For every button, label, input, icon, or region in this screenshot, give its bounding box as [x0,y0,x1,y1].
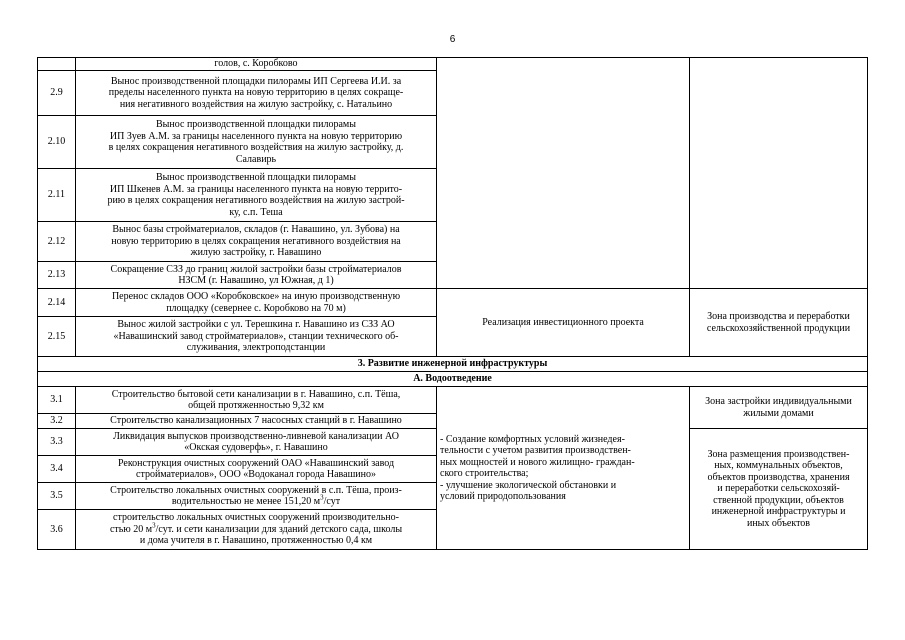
measure-text-part: /сут. и сети канализации для зданий детского сада, школы и дома учителя в г. Навашино, протяженностью 0,4 км [139,523,403,547]
section-title: 3. Развитие инженерной инфраструктуры [38,357,868,372]
zone-text: Зона производства и переработки сельскохозяйственной продукции [690,289,868,357]
table-row [38,289,868,317]
zone-text: Зона размещения производствен- ных, коммунальных объектов, объектов производства, хранения и переработки сельскохозяй- ственной продукции, объектов инженерной инфраструктуры и иных объектов [690,429,868,550]
measure-text: Вынос базы стройматериалов, складов (г. Навашино, ул. Зубова) на новую территорию в целях сокращения негативного воздействия на жилую застройку, г. Навашино [76,222,437,262]
row-number: 2.13 [38,262,76,289]
measure-text: Реконструкция очистных сооружений ОАО «Навашинский завод стройматериалов», ООО «Водоканал города Навашино» [76,456,437,483]
measure-text: голов, с. Коробково [76,58,437,71]
zone-text: Зона застройки индивидуальными жилыми домами [690,387,868,429]
section-header-row [38,357,868,372]
planning-measures-table [37,57,868,550]
row-number: 2.9 [38,71,76,116]
measure-text: Вынос производственной площадки пилорамы ИП Шкенев А.М. за границы населенного пункта на новую террито- рию в целях сокращения негативного воздействия на жилую застрой- ку, с.п. Теша [76,169,437,222]
measure-text-part: Строительство локальных очистных сооружений в с.п. Тёша, произ- водительностью не менее 151,20 м [110,484,402,507]
measure-text: Сокращение СЗЗ до границ жилой застройки базы стройматериалов НЗСМ (г. Навашино, ул Южная, д 1) [76,262,437,289]
measure-text-part: строительство локальных очистных сооружений производительно- стью 20 м [109,512,399,535]
row-number: 3.5 [38,483,76,510]
row-number: 3.1 [38,387,76,414]
row-number: 3.4 [38,456,76,483]
superscript: 3 [152,521,156,530]
row-number: 2.12 [38,222,76,262]
zone-empty-cell [690,58,868,289]
goal-text: - Создание комфортных условий жизнедея- тельности с учетом развития производствен- ных мощностей и нового жилищно- граждан- ского строительства; - улучшение экологической обстановки и условий природопользования [437,387,690,550]
measure-text: Строительство канализационных 7 насосных станций в г. Навашино [76,414,437,429]
subsection-title: А. Водоотведение [38,372,868,387]
row-number: 2.15 [38,317,76,357]
row-number: 2.14 [38,289,76,317]
row-number: 2.11 [38,169,76,222]
row-number: 3.6 [38,510,76,550]
measure-text: Вынос производственной площадки пилорамы ИП Сергеева И.И. за пределы населенного пункта на новую территорию в целях сокраще- ния негативного воздействия на жилую застройку, с. Натальино [76,71,437,116]
measure-text: Перенос складов ООО «Коробковское» на иную производственную площадку (севернее с. Коробково на 70 м) [76,289,437,317]
goal-empty-cell [437,58,690,289]
measure-text: Строительство бытовой сети канализации в г. Навашино, с.п. Тёша, общей протяженностью 9,32 км [76,387,437,414]
row-number: 3.2 [38,414,76,429]
row-number: 2.10 [38,116,76,169]
row-number: 3.3 [38,429,76,456]
measure-text-part: /сут [323,496,341,507]
measure-text: Вынос производственной площадки пилорамы ИП Зуев А.М. за границы населенного пункта на новую территорию в целях сокращения негативного воздействия на жилую застройку, д. Салавирь [76,116,437,169]
measure-text: Вынос жилой застройки с ул. Терешкина г. Навашино из СЗЗ АО «Навашинский завод стройматериалов», станции технического об- служивания, электроподстанции [76,317,437,357]
page-number: 6 [449,34,456,45]
row-number [38,58,76,71]
subsection-header-row [38,372,868,387]
goal-text: Реализация инвестиционного проекта [437,289,690,357]
measure-text: Ликвидация выпусков производственно-ливневой канализации АО «Окская судоверфь», г. Навашино [76,429,437,456]
table-row [38,58,868,71]
superscript: 3 [320,493,324,502]
measure-text [76,483,437,510]
measure-text [76,510,437,550]
table-row [38,387,868,414]
